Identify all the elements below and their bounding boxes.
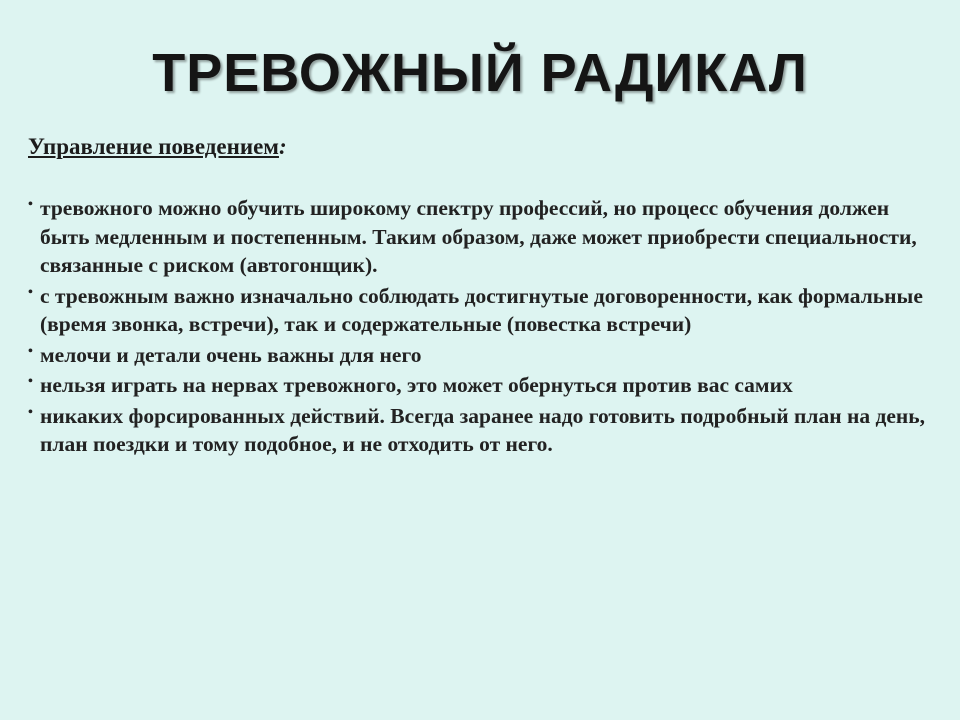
bullet-text: с тревожным важно изначально соблюдать достигнутые договоренности, как формальные (время звонка, встречи), так и содержательные (повестка встречи) (40, 283, 923, 336)
list-item (28, 194, 938, 280)
bullet-dot-icon: • (28, 404, 33, 420)
subheading-text: Управление поведением (28, 134, 279, 159)
list-item (28, 282, 938, 339)
list-item (28, 341, 938, 370)
bullet-dot-icon: • (28, 343, 33, 359)
bullet-list (28, 194, 938, 459)
slide-title: ТРЕВОЖНЫЙ РАДИКАЛ (152, 43, 808, 103)
subheading-colon: : (278, 134, 287, 159)
bullet-dot-icon: • (28, 197, 33, 212)
bullet-text: нельзя играть на нервах тревожного, это может обернуться против вас самих (40, 373, 793, 397)
list-item (28, 402, 938, 459)
bullet-text: мелочи и детали очень важны для него (40, 342, 422, 367)
bullet-dot-icon: • (28, 374, 33, 389)
bullet-dot-icon: • (28, 284, 33, 300)
bullet-text: тревожного можно обучить широкому спектру профессий, но процесс обучения должен быть медленным и постепенным. Таким образом, даже может приобрести специальности, связанные с риском (автогонщик). (40, 196, 917, 277)
section-subheading (28, 132, 287, 162)
bullet-text: никаких форсированных действий. Всегда заранее надо готовить подробный план на день, план поездки и тому подобное, и не отходить от него. (40, 403, 926, 456)
list-item (28, 371, 938, 400)
